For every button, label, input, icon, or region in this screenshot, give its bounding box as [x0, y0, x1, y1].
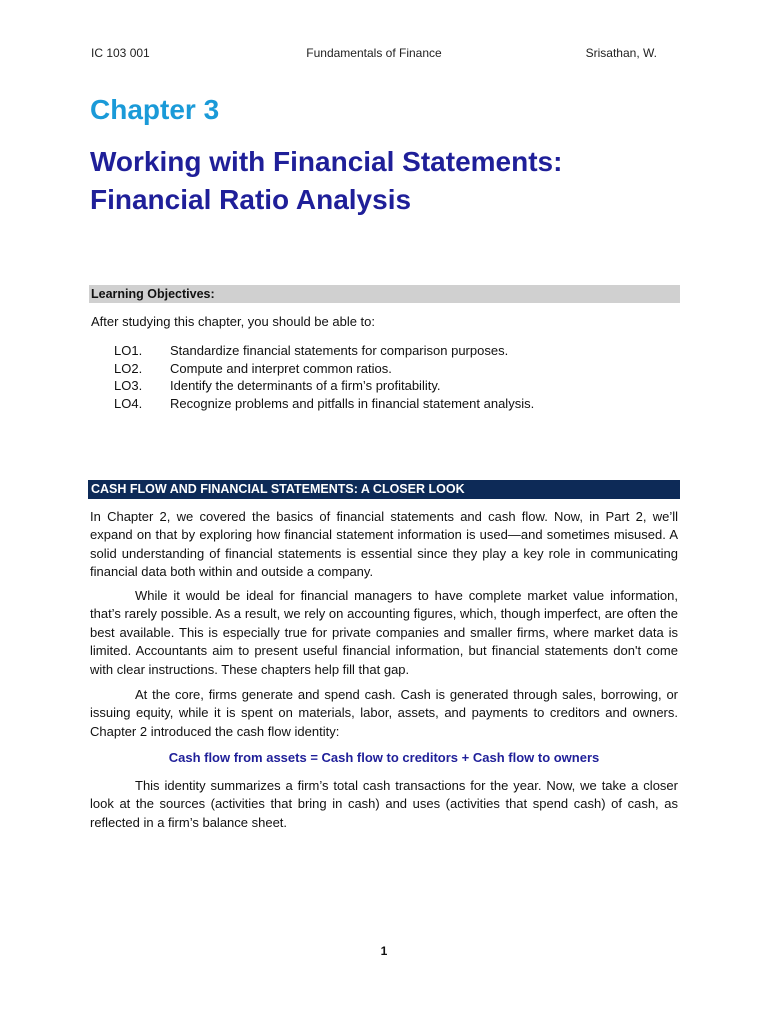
header-author: Srisathan, W. [585, 46, 657, 60]
learning-objectives-heading: Learning Objectives: [89, 285, 680, 303]
header-course-code: IC 103 001 [91, 46, 150, 60]
paragraph-4: This identity summarizes a firm’s total cash transactions for the year. Now, we take a closer look at the sources (activities that bring in cash) and uses (activities that spend cash) of cash, as reflected in a firm’s balance sheet. [90, 778, 678, 830]
objective-code: LO3. [114, 378, 143, 393]
section-heading: CASH FLOW AND FINANCIAL STATEMENTS: A CLOSER LOOK [88, 480, 680, 499]
list-item [114, 395, 534, 413]
page-number: 1 [380, 944, 388, 958]
objective-code: LO4. [114, 395, 143, 411]
chapter-title-line-2: Financial Ratio Analysis [90, 184, 412, 215]
learning-objectives-list [114, 342, 534, 412]
list-item [114, 360, 534, 378]
objective-text: Standardize financial statements for comparison purposes. [170, 343, 509, 358]
chapter-title-line-1: Working with Financial Statements: [90, 146, 563, 177]
learning-objectives-intro: After studying this chapter, you should be able to: [91, 314, 376, 329]
paragraph-2: While it would be ideal for financial managers to have complete market value information, that’s rarely possible. As a result, we rely on accounting figures, which, though imperfect, are often the best available. This is especially true for private companies and smaller firms, where market data is limited. Accountants aim to present useful financial information, but financial statements don't come with clear instructions. These chapters help fill that gap. [90, 588, 678, 677]
paragraph-1: In Chapter 2, we covered the basics of financial statements and cash flow. Now, in Part 2, we’ll expand on that by exploring how financial statement information is used—and sometimes misused. A solid understanding of financial statements is essential since they play a key role in communicating financial data both within and outside a company. [90, 509, 678, 580]
cash-flow-identity: Cash flow from assets = Cash flow to creditors + Cash flow to owners [168, 750, 600, 765]
objective-code: LO1. [114, 343, 143, 358]
header-course-name: Fundamentals of Finance [306, 46, 442, 60]
objective-text: Recognize problems and pitfalls in financial statement analysis. [170, 395, 535, 411]
objective-text: Identify the determinants of a firm’s profitability. [170, 378, 441, 393]
list-item [114, 377, 534, 395]
list-item [114, 342, 534, 360]
chapter-label: Chapter 3 [90, 94, 220, 125]
objective-text: Compute and interpret common ratios. [170, 360, 392, 376]
objective-code: LO2. [114, 360, 143, 376]
chapter-title [90, 143, 690, 219]
paragraph-3: At the core, firms generate and spend cash. Cash is generated through sales, borrowing, or issuing equity, while it is spent on materials, labor, assets, and payments to creditors and owners. Chapter 2 introduced the cash flow identity: [90, 687, 678, 739]
